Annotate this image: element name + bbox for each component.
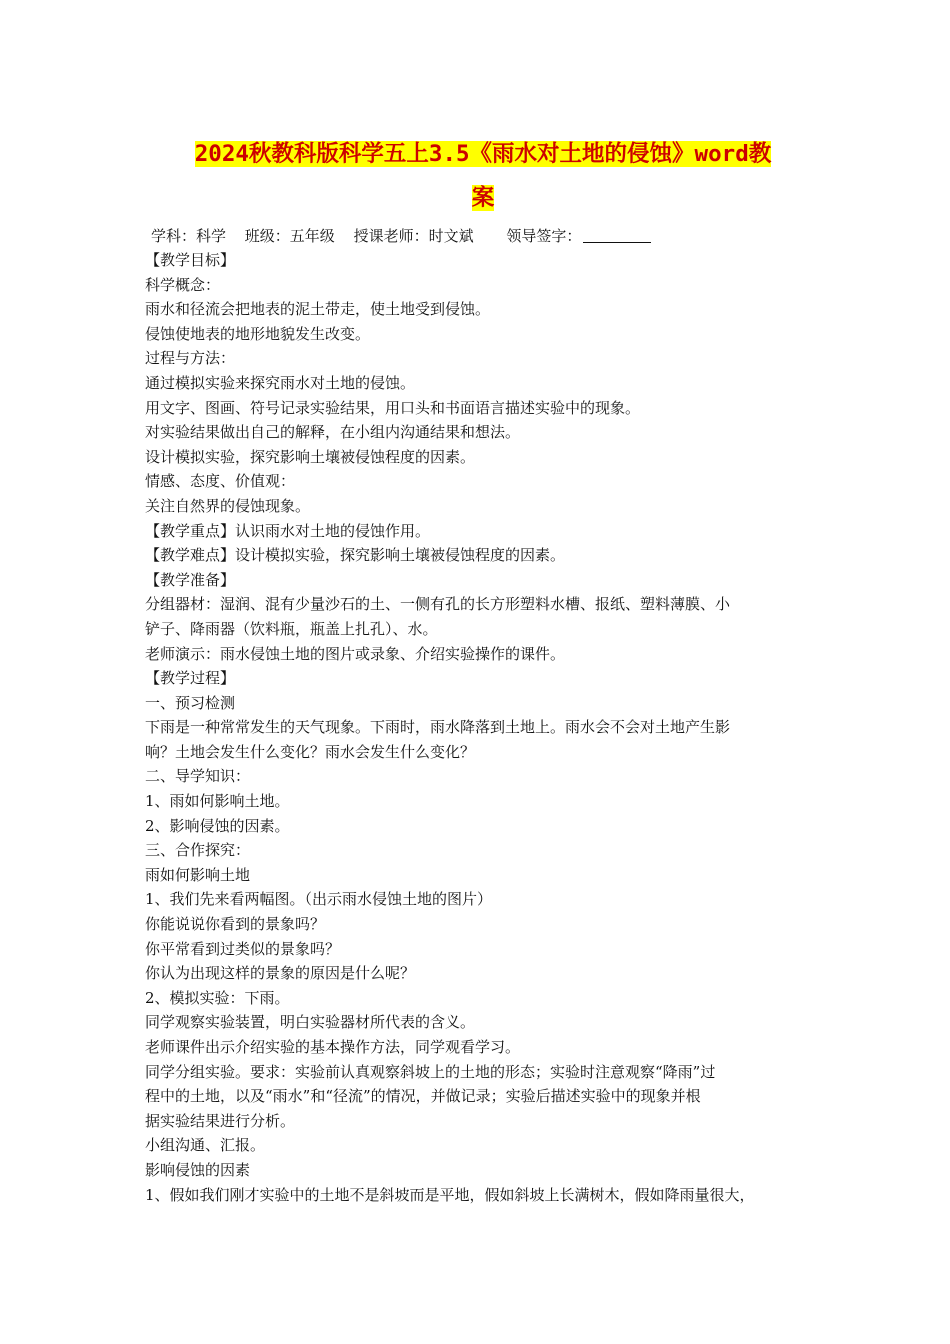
- meta-grade: 班级：五年级: [244, 227, 335, 245]
- body-line: 【教学目标】: [145, 251, 236, 269]
- body-line: 【教学准备】: [145, 570, 236, 589]
- body-line: 铲子、降雨器（饮料瓶，瓶盖上扎孔）、水。: [145, 619, 438, 638]
- body-line: 通过模拟实验来探究雨水对土地的侵蚀。: [145, 373, 416, 392]
- body-line: 雨如何影响土地: [145, 865, 251, 884]
- body-line: 【教学难点】设计模拟实验，探究影响土壤被侵蚀程度的因素。: [145, 546, 566, 565]
- body-line: 同学观察实验装置，明白实验器材所代表的含义。: [145, 1013, 476, 1032]
- body-line: 2、影响侵蚀的因素。: [145, 816, 290, 835]
- body-line: 设计模拟实验，探究影响土壤被侵蚀程度的因素。: [145, 447, 476, 466]
- document-title: [145, 132, 821, 220]
- body-line: 你能说说你看到的景象吗？: [145, 915, 326, 934]
- body-line: 你平常看到过类似的景象吗？: [145, 939, 341, 958]
- body-line: 下雨是一种常常发生的天气现象。下雨时，雨水降落到土地上。雨水会不会对土地产生影: [145, 718, 731, 737]
- body-line: 小组沟通、汇报。: [145, 1136, 266, 1155]
- document-page: [145, 132, 821, 1207]
- body-line: 【教学过程】: [145, 669, 236, 688]
- document-meta: [145, 224, 821, 248]
- meta-leader: 领导签字：: [506, 227, 582, 245]
- body-line: 1、我们先来看两幅图。（出示雨水侵蚀土地的图片）: [145, 890, 493, 909]
- body-line: 三、合作探究：: [145, 841, 251, 860]
- body-line: 雨水和径流会把地表的泥土带走，使土地受到侵蚀。: [145, 300, 491, 319]
- body-line: 影响侵蚀的因素: [145, 1160, 251, 1179]
- document-body: [145, 248, 821, 1207]
- body-line: 你认为出现这样的景象的原因是什么呢？: [145, 964, 416, 983]
- title-line-1: 2024秋教科版科学五上3.5《雨水对土地的侵蚀》word教: [194, 141, 772, 167]
- meta-teacher: 授课老师：时文斌: [353, 227, 474, 245]
- body-line: 老师演示：雨水侵蚀土地的图片或录象、介绍实验操作的课件。: [145, 644, 566, 663]
- body-line: 科学概念：: [145, 275, 221, 294]
- body-line: 二、导学知识：: [145, 767, 251, 786]
- body-line: 一、预习检测: [145, 693, 236, 712]
- body-line: 对实验结果做出自己的解释，在小组内沟通结果和想法。: [145, 423, 521, 442]
- body-line: 分组器材：湿润、混有少量沙石的土、一侧有孔的长方形塑料水槽、报纸、塑料薄膜、小: [145, 595, 731, 614]
- body-line: 用文字、图画、符号记录实验结果，用口头和书面语言描述实验中的现象。: [145, 398, 641, 417]
- body-line: 老师课件出示介绍实验的基本操作方法，同学观看学习。: [145, 1038, 521, 1056]
- body-line: 同学分组实验。要求：实验前认真观察斜坡上的土地的形态；实验时注意观察“降雨”过: [145, 1062, 716, 1081]
- body-line: 【教学重点】认识雨水对土地的侵蚀作用。: [145, 521, 431, 540]
- meta-subject: 学科：科学: [151, 227, 227, 245]
- body-line: 情感、态度、价值观：: [145, 472, 296, 491]
- body-line: 关注自然界的侵蚀现象。: [145, 496, 311, 515]
- body-line: 1、雨如何影响土地。: [145, 792, 290, 811]
- body-line: 侵蚀使地表的地形地貌发生改变。: [145, 324, 371, 343]
- body-line: 程中的土地，以及“雨水”和“径流”的情况，并做记录；实验后描述实验中的现象并根: [145, 1087, 701, 1106]
- title-line-2: 案: [471, 185, 495, 211]
- body-line: 1、假如我们刚才实验中的土地不是斜坡而是平地，假如斜坡上长满树木，假如降雨量很大，: [145, 1185, 755, 1204]
- body-line: 响？土地会发生什么变化？雨水会发生什么变化？: [145, 742, 476, 761]
- body-line: 过程与方法：: [145, 349, 236, 368]
- body-line: 2、模拟实验：下雨。: [145, 988, 290, 1007]
- signature-blank: [583, 226, 651, 243]
- body-line: 据实验结果进行分析。: [145, 1111, 296, 1130]
